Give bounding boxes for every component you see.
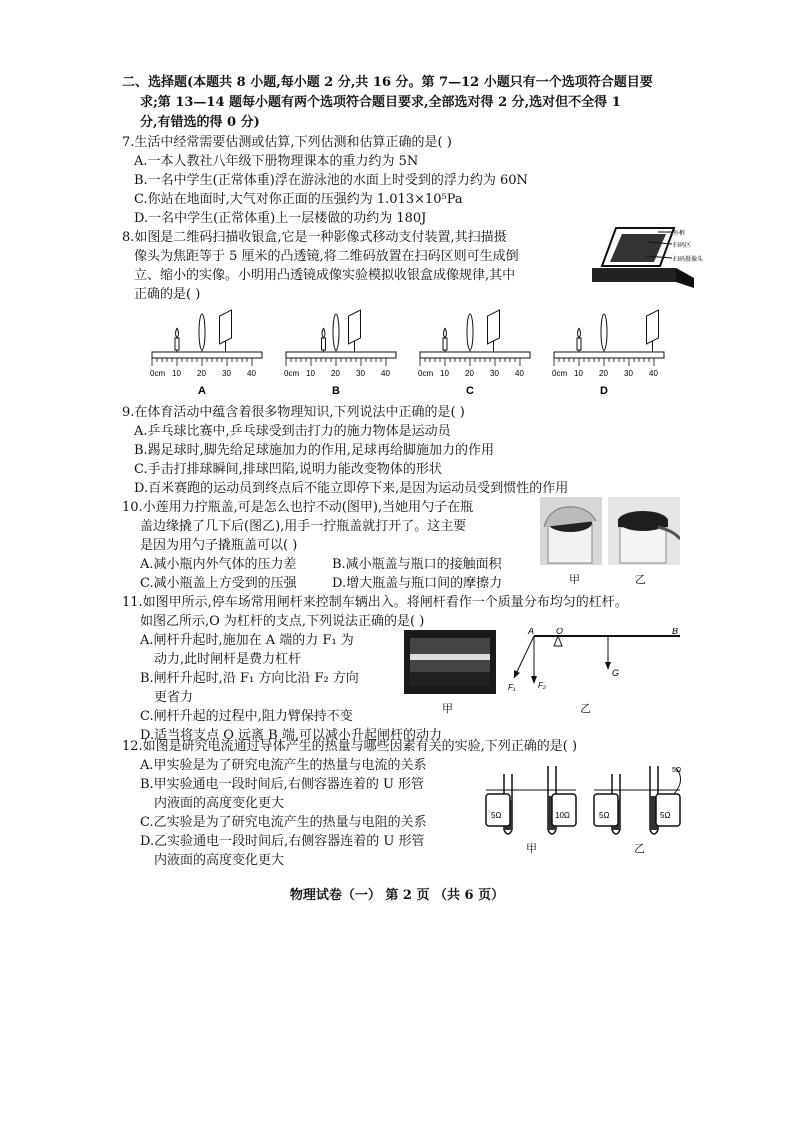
q9-option-a: A.乒乓球比赛中,乒乓球受到击打力的施力物体是运动员	[134, 424, 451, 439]
bench-tick-label: 40	[381, 369, 390, 378]
bench-option-label: C	[466, 385, 474, 397]
bench-tick-label: 0cm	[418, 369, 434, 378]
q9-option-d: D.百米赛跑的运动员到终点后不能立即停下来,是因为运动员受到惯性的作用	[134, 481, 569, 496]
device-label-scan-area: 扫码区	[673, 243, 692, 249]
q9-option-b: B.踢足球时,脚先给足球施加力的作用,足球再给脚施加力的作用	[134, 443, 494, 458]
bench-tick-label: 30	[356, 369, 365, 378]
bench-rail	[420, 352, 530, 358]
convex-lens	[601, 314, 607, 350]
bench-tick-label: 0cm	[552, 369, 568, 378]
page-footer: 物理试卷（一） 第 2 页 （共 6 页）	[289, 888, 505, 903]
q10-line-2: 盖边缘撬了几下后(图乙),用手一拧瓶盖就打开了。这主要	[140, 519, 467, 534]
q9-option-c: C.手击打排球瞬间,排球凹陷,说明力能改变物体的形状	[134, 462, 442, 477]
q10-line-3: 是因为用勺子撬瓶盖可以( )	[140, 538, 298, 553]
bench-tick-label: 20	[599, 369, 608, 378]
q12-caption-jia: 甲	[526, 843, 537, 855]
barrier-photo	[404, 630, 496, 694]
bench-rail	[286, 352, 396, 358]
lever-label-a: A	[528, 628, 535, 636]
q11-option-a-2: 动力,此时闸杆是费力杠杆	[154, 652, 302, 667]
convex-lens	[333, 314, 339, 350]
lever-label-g: G	[612, 668, 620, 678]
optical-bench-figures	[140, 304, 680, 408]
q10-caption-yi: 乙	[635, 574, 646, 586]
convex-lens	[199, 314, 205, 350]
yi-resistor-left: 5Ω	[599, 811, 610, 820]
q11-option-b-2: 更省力	[154, 690, 194, 705]
q9-stem: 9.在体育活动中蕴含着很多物理知识,下列说法中正确的是( )	[122, 405, 465, 420]
bench-option-label: B	[332, 385, 340, 397]
q11-line-1: 11.如图甲所示,停车场常用闸杆来控制车辆出入。将闸杆看作一个质量分布均匀的杠杆。	[122, 595, 628, 610]
device-label-camera: 扫码摄像头	[673, 257, 704, 263]
q10-option-b: B.减小瓶盖与瓶口的接触面积	[332, 557, 502, 572]
light-screen	[349, 310, 361, 344]
candle	[577, 338, 581, 350]
q12-option-d-1: D.乙实验通电一段时间后,右侧容器连着的 U 形管	[140, 834, 425, 849]
q8-line-2: 像头为焦距等于 5 厘米的凸透镜,将二维码放置在扫码区则可生成倒	[134, 249, 519, 264]
joule-heat-figure-yi	[590, 760, 690, 844]
q10-caption-jia: 甲	[569, 574, 580, 586]
q12-caption-yi: 乙	[634, 843, 645, 855]
yi-resistor-top: 5Ω	[672, 767, 682, 774]
bench-tick-label: 10	[440, 369, 449, 378]
lever-label-f2: F₂	[538, 681, 546, 690]
lever-diagram	[504, 628, 684, 700]
q7-option-b: B.一名中学生(正常体重)浮在游泳池的水面上时受到的浮力约为 60N	[134, 173, 528, 188]
q12-option-b-2: 内液面的高度变化更大	[154, 796, 285, 811]
bench-tick-label: 30	[490, 369, 499, 378]
bottle-photos	[540, 497, 680, 567]
q11-caption-yi: 乙	[580, 703, 591, 715]
q12-option-d-2: 内液面的高度变化更大	[154, 853, 285, 868]
bench-tick-label: 20	[331, 369, 340, 378]
section-heading-line-1: 二、选择题(本题共 8 小题,每小题 2 分,共 16 分。第 7—12 小题只有一个选项符合题目要	[122, 75, 653, 90]
section-heading-line-2: 求;第 13—14 题每小题有两个选项符合题目要求,全部选对得 2 分,选对但不全得 1	[140, 95, 621, 110]
lever-label-b: B	[672, 628, 679, 636]
bench-rail	[554, 352, 664, 358]
q10-option-a: A.减小瓶内外气体的压力差	[140, 557, 297, 572]
bench-tick-label: 10	[306, 369, 315, 378]
q12-stem: 12.如图是研究电流通过导体产生的热量与哪些因素有关的实验,下列正确的是( )	[122, 739, 578, 754]
q11-option-b-1: B.闸杆升起时,沿 F₁ 方向比沿 F₂ 方向	[140, 671, 359, 686]
candle	[322, 338, 326, 350]
convex-lens	[467, 314, 473, 350]
lever-label-f1: F₁	[508, 683, 516, 692]
bench-tick-label: 20	[465, 369, 474, 378]
q8-line-4: 正确的是( )	[134, 287, 201, 302]
q7-option-a: A.一本人教社八年级下册物理课本的重力约为 5N	[134, 154, 419, 169]
q11-caption-jia: 甲	[442, 703, 453, 715]
bench-tick-label: 10	[574, 369, 583, 378]
q12-option-c: C.乙实验是为了研究电流产生的热量与电阻的关系	[140, 815, 427, 830]
q11-option-c: C.闸杆升起的过程中,阻力臂保持不变	[140, 709, 353, 724]
jia-resistor-right: 10Ω	[555, 811, 570, 820]
bench-tick-label: 40	[247, 369, 256, 378]
q10-line-1: 10.小莲用力拧瓶盖,可是怎么也拧不动(图甲),当她用勺子在瓶	[122, 500, 474, 515]
bench-option-label: D	[600, 385, 608, 397]
q11-line-2: 如图乙所示,O 为杠杆的支点,下列说法正确的是( )	[140, 614, 425, 629]
yi-resistor-right: 5Ω	[660, 811, 671, 820]
bench-rail	[152, 352, 262, 358]
bench-tick-label: 40	[515, 369, 524, 378]
light-screen	[488, 310, 500, 344]
q8-line-3: 立、缩小的实像。小明用凸透镜成像实验模拟收银盒成像规律,其中	[134, 268, 516, 283]
bench-tick-label: 30	[624, 369, 633, 378]
q8-line-1: 8.如图是二维码扫描收银盒,它是一种影像式移动支付装置,其扫描摄	[122, 230, 507, 245]
candle	[175, 338, 179, 350]
candle-flame	[176, 328, 179, 338]
joule-heat-figure-jia	[482, 760, 582, 844]
candle-flame	[444, 328, 447, 338]
bench-tick-label: 0cm	[284, 369, 300, 378]
q10-option-c: C.减小瓶盖上方受到的压强	[140, 576, 297, 591]
device-label-frame: 外框	[673, 231, 686, 237]
q7-stem: 7.生活中经常需要估测或估算,下列估测和估算正确的是( )	[122, 135, 452, 150]
bench-tick-label: 40	[649, 369, 658, 378]
bench-option-label: A	[198, 385, 206, 397]
bench-tick-label: 10	[172, 369, 181, 378]
qr-scanner-figure	[586, 218, 706, 292]
bench-tick-label: 0cm	[150, 369, 166, 378]
lever-label-o: O	[556, 628, 564, 636]
candle-flame	[578, 328, 581, 338]
jia-resistor-left: 5Ω	[491, 811, 502, 820]
q11-option-d: D.适当将支点 O 远离 B 端,可以减小升起闸杆的动力	[140, 728, 442, 743]
candle-flame	[322, 328, 325, 338]
bench-tick-label: 30	[222, 369, 231, 378]
q11-option-a-1: A.闸杆升起时,施加在 A 端的力 F₁ 为	[140, 633, 354, 648]
q12-option-a: A.甲实验是为了研究电流产生的热量与电流的关系	[140, 758, 427, 773]
bench-tick-label: 20	[197, 369, 206, 378]
light-screen	[220, 310, 232, 344]
light-screen	[647, 310, 659, 344]
candle	[443, 338, 447, 350]
q7-option-d: D.一名中学生(正常体重)上一层楼做的功约为 180J	[134, 211, 427, 226]
q10-option-d: D.增大瓶盖与瓶口间的摩擦力	[332, 576, 503, 591]
q7-option-c: C.你站在地面时,大气对你正面的压强约为 1.013×10⁵Pa	[134, 192, 463, 207]
q12-option-b-1: B.甲实验通电一段时间后,右侧容器连着的 U 形管	[140, 777, 425, 792]
section-heading-line-3: 分,有错选的得 0 分)	[140, 115, 260, 130]
